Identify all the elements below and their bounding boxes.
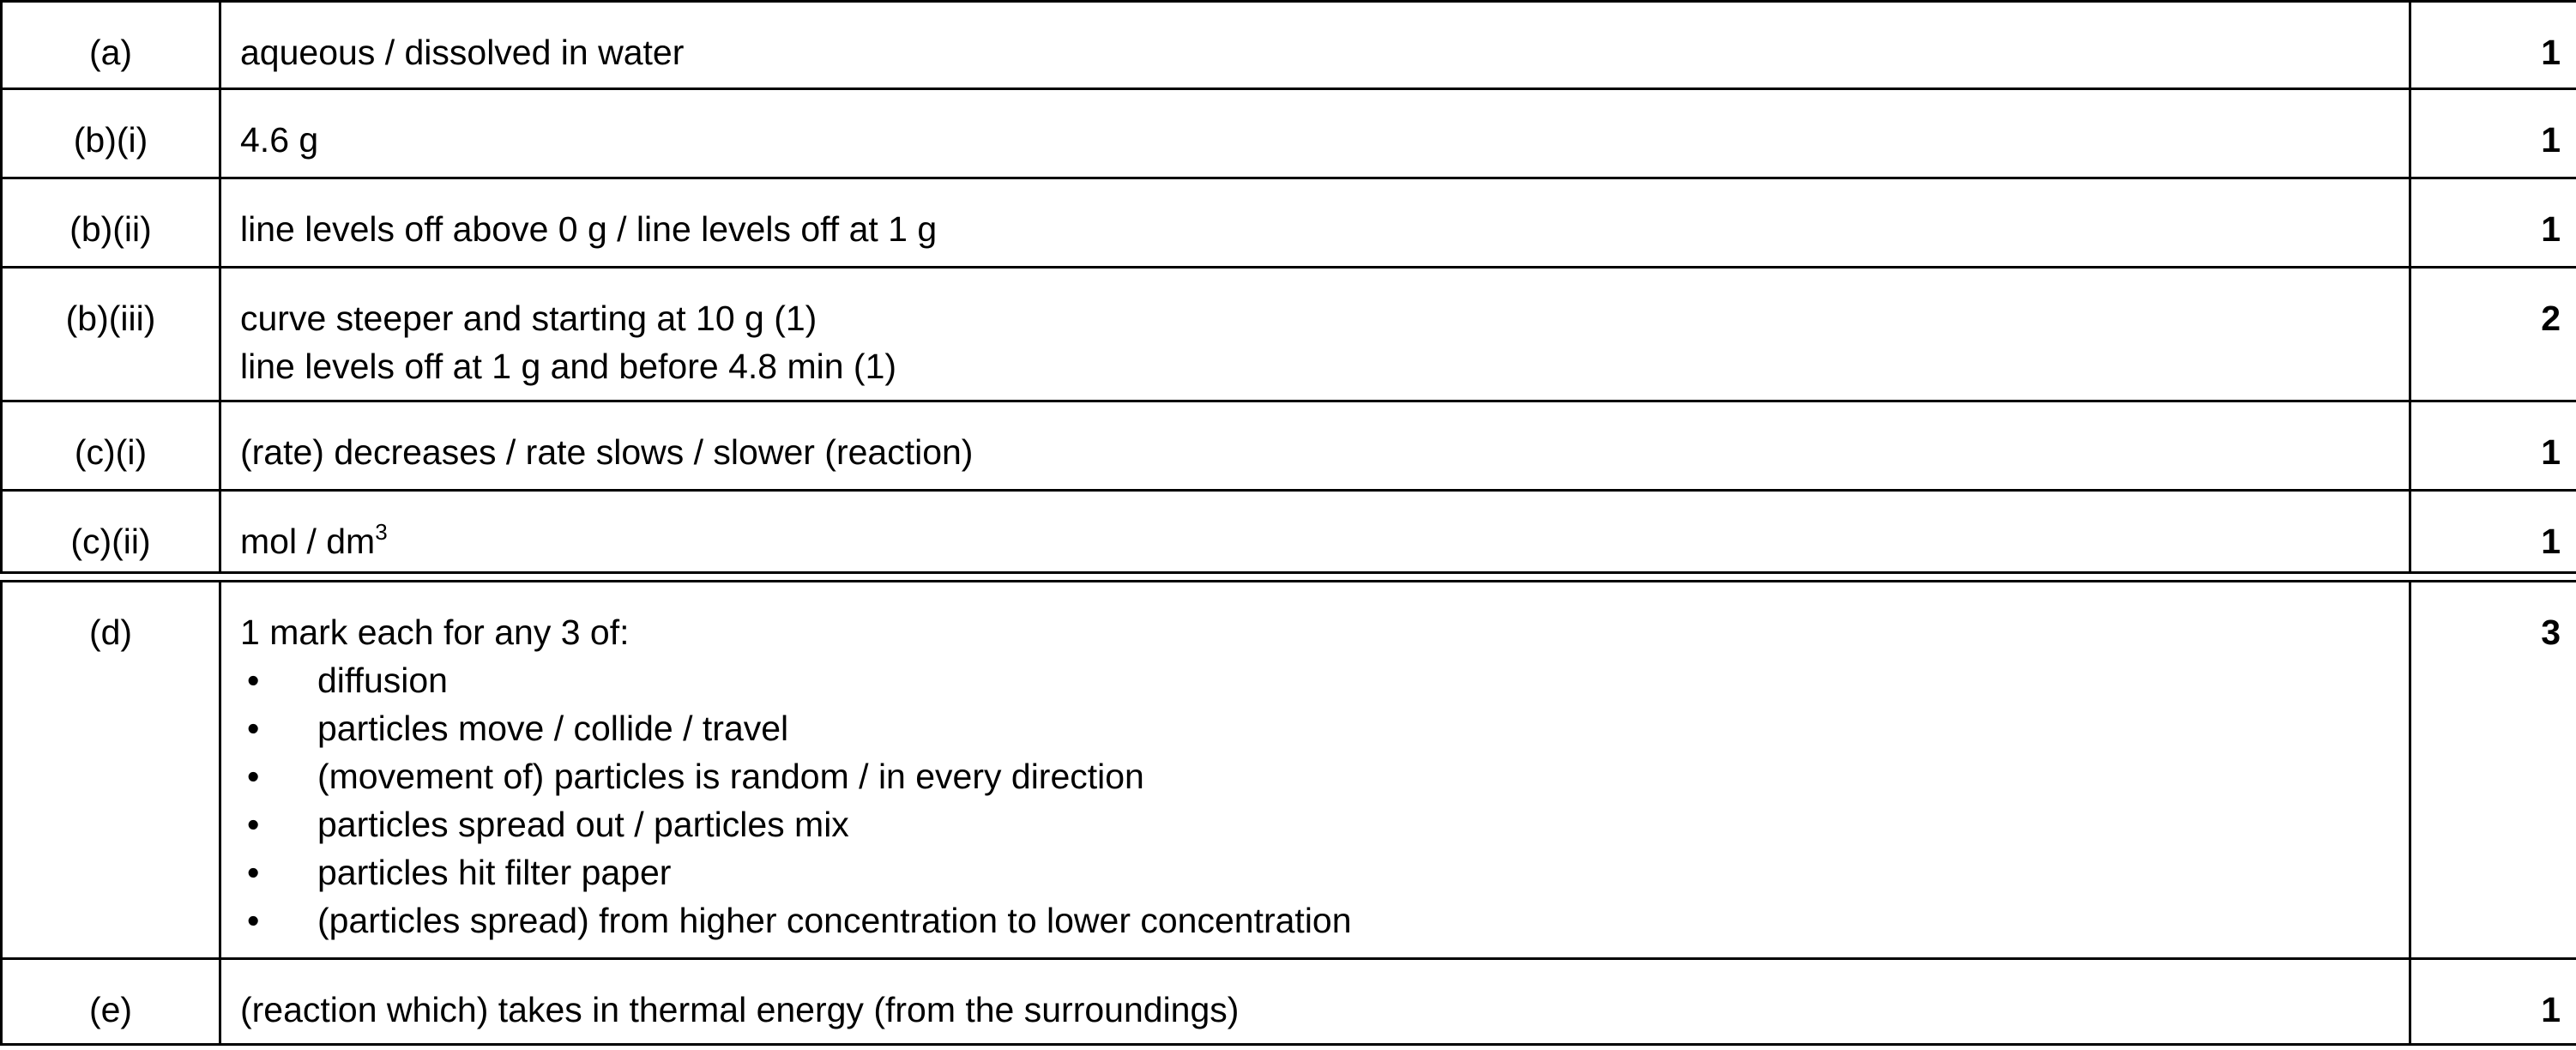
answer-text bbox=[220, 582, 2410, 959]
answer-text: 4.6 g bbox=[220, 89, 2410, 178]
marks-value: 1 bbox=[2410, 178, 2576, 268]
marks-value: 1 bbox=[2410, 89, 2576, 178]
mark-scheme-table-bottom bbox=[0, 580, 2576, 1046]
question-number: (c)(ii) bbox=[2, 491, 220, 573]
question-number: (a) bbox=[2, 2, 220, 89]
answer-line: line levels off at 1 g and before 4.8 min (1) bbox=[240, 347, 897, 386]
table-row bbox=[2, 268, 2576, 401]
marks-value: 1 bbox=[2410, 959, 2576, 1045]
question-number: (c)(i) bbox=[2, 401, 220, 491]
list-item: • particles spread out / particles mix bbox=[240, 800, 2409, 848]
question-number: (d) bbox=[2, 582, 220, 959]
table-row bbox=[2, 582, 2576, 959]
answer-bullet-list bbox=[240, 656, 2409, 944]
table-row bbox=[2, 2, 2576, 89]
answer-unit: mol / dm bbox=[240, 522, 376, 561]
double-rule bbox=[0, 571, 2576, 574]
marks-value: 1 bbox=[2410, 2, 2576, 89]
list-item: • (movement of) particles is random / in every direction bbox=[240, 752, 2409, 800]
marks-value: 3 bbox=[2410, 582, 2576, 959]
answer-text: line levels off above 0 g / line levels off at 1 g bbox=[220, 178, 2410, 268]
answer-intro: 1 mark each for any 3 of: bbox=[240, 612, 630, 652]
question-number: (b)(ii) bbox=[2, 178, 220, 268]
answer-text: (rate) decreases / rate slows / slower (reaction) bbox=[220, 401, 2410, 491]
question-number: (e) bbox=[2, 959, 220, 1045]
table-row bbox=[2, 178, 2576, 268]
answer-text bbox=[220, 491, 2410, 573]
table-row bbox=[2, 89, 2576, 178]
answer-line: curve steeper and starting at 10 g (1) bbox=[240, 299, 817, 338]
list-item: • (particles spread) from higher concentration to lower concentration bbox=[240, 896, 2409, 944]
list-item: • diffusion bbox=[240, 656, 2409, 704]
answer-superscript: 3 bbox=[375, 519, 388, 545]
answer-text: (reaction which) takes in thermal energy (from the surroundings) bbox=[220, 959, 2410, 1045]
table-row bbox=[2, 959, 2576, 1045]
marks-value: 1 bbox=[2410, 491, 2576, 573]
table-row bbox=[2, 401, 2576, 491]
list-item: • particles hit filter paper bbox=[240, 848, 2409, 896]
list-item: • particles move / collide / travel bbox=[240, 704, 2409, 752]
answer-text: aqueous / dissolved in water bbox=[220, 2, 2410, 89]
marks-value: 1 bbox=[2410, 401, 2576, 491]
table-row bbox=[2, 491, 2576, 573]
question-number: (b)(i) bbox=[2, 89, 220, 178]
answer-text bbox=[220, 268, 2410, 401]
question-number: (b)(iii) bbox=[2, 268, 220, 401]
marks-value: 2 bbox=[2410, 268, 2576, 401]
